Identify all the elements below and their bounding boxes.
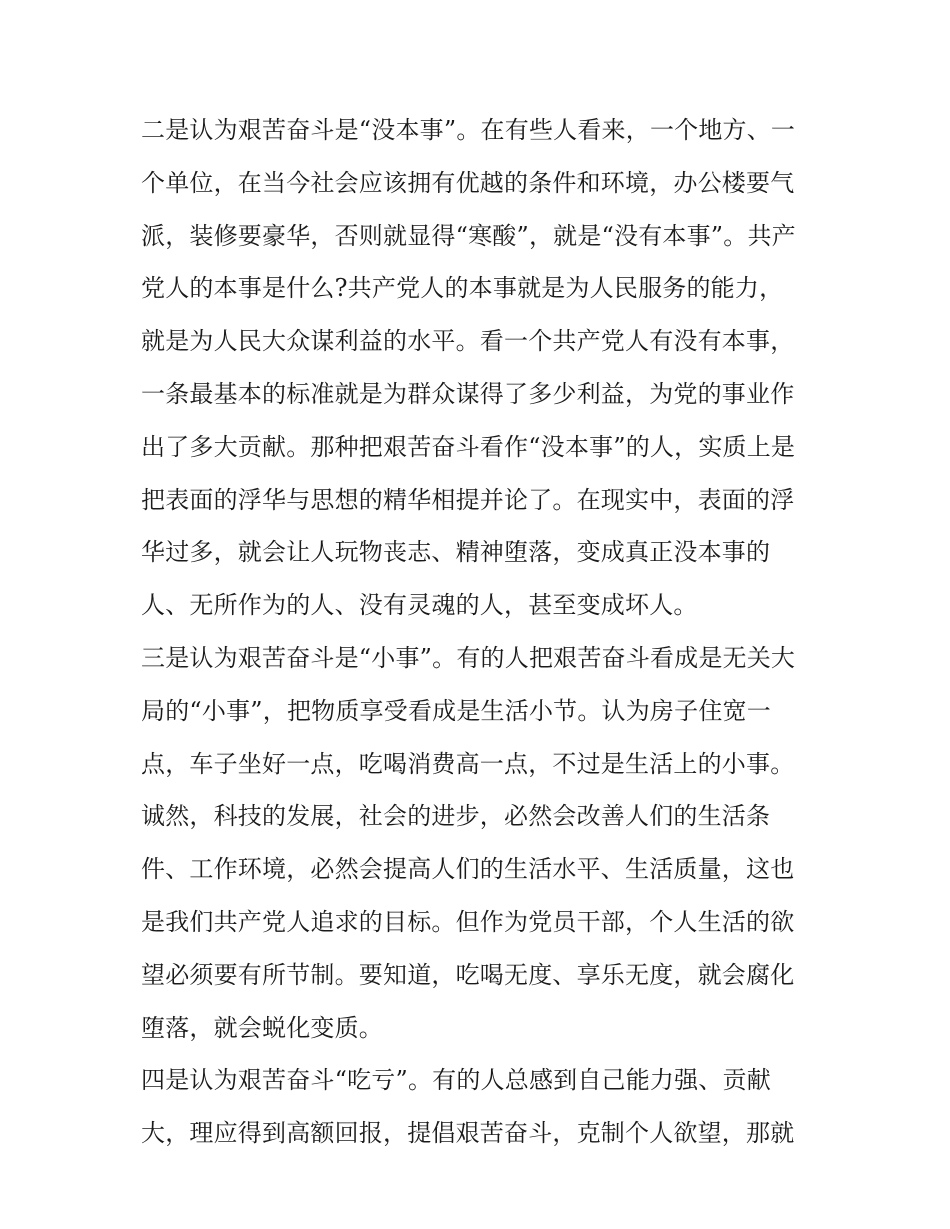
text-line: 堕落，就会蜕化变质。 [141,1013,383,1042]
text-line: 点，车子坐好一点，吃喝消费高一点，不过是生活上的小事。 [141,749,795,778]
text-line: 是我们共产党人追求的目标。但作为党员干部，个人生活的欲 [141,907,795,936]
text-line: 出了多大贡献。那种把艰苦奋斗看作“没本事”的人，实质上是 [141,432,796,461]
text-line: 把表面的浮华与思想的精华相提并论了。在现实中，表面的浮 [141,485,795,514]
text-line: 局的“小事”，把物质享受看成是生活小节。认为房子住宽一 [141,696,771,725]
text-line: 大，理应得到高额回报，提倡艰苦奋斗，克制个人欲望，那就 [141,1119,795,1148]
text-line: 件、工作环境，必然会提高人们的生活水平、生活质量，这也 [141,855,795,884]
text-line: 二是认为艰苦奋斗是“没本事”。在有些人看来，一个地方、一 [141,116,796,144]
paragraph-3 [141,632,813,1054]
paragraph-2 [141,104,813,632]
text-line: 华过多，就会让人玩物丧志、精神堕落，变成真正没本事的 [141,538,771,567]
text-line: 人、无所作为的人、没有灵魂的人，甚至变成坏人。 [141,591,698,620]
text-line: 一条最基本的标准就是为群众谋得了多少利益，为党的事业作 [141,379,795,408]
document-body [141,104,813,1160]
text-line: 四是认为艰苦奋斗“吃亏”。有的人总感到自己能力强、贡献 [141,1066,771,1095]
text-line: 三是认为艰苦奋斗是“小事”。有的人把艰苦奋斗看成是无关大 [141,643,796,672]
paragraph-4 [141,1054,813,1160]
text-line: 派，装修要豪华，否则就显得“寒酸”，就是“没有本事”。共产 [141,221,796,250]
text-line: 党人的本事是什么?共产党人的本事就是为人民服务的能力， [141,274,784,303]
text-line: 诚然，科技的发展，社会的进步，必然会改善人们的生活条 [141,802,771,831]
text-line: 望必须要有所节制。要知道，吃喝无度、享乐无度，就会腐化 [141,960,795,989]
text-line: 就是为人民大众谋利益的水平。看一个共产党人有没有本事， [141,327,795,356]
text-line: 个单位，在当今社会应该拥有优越的条件和环境，办公楼要气 [141,168,795,197]
